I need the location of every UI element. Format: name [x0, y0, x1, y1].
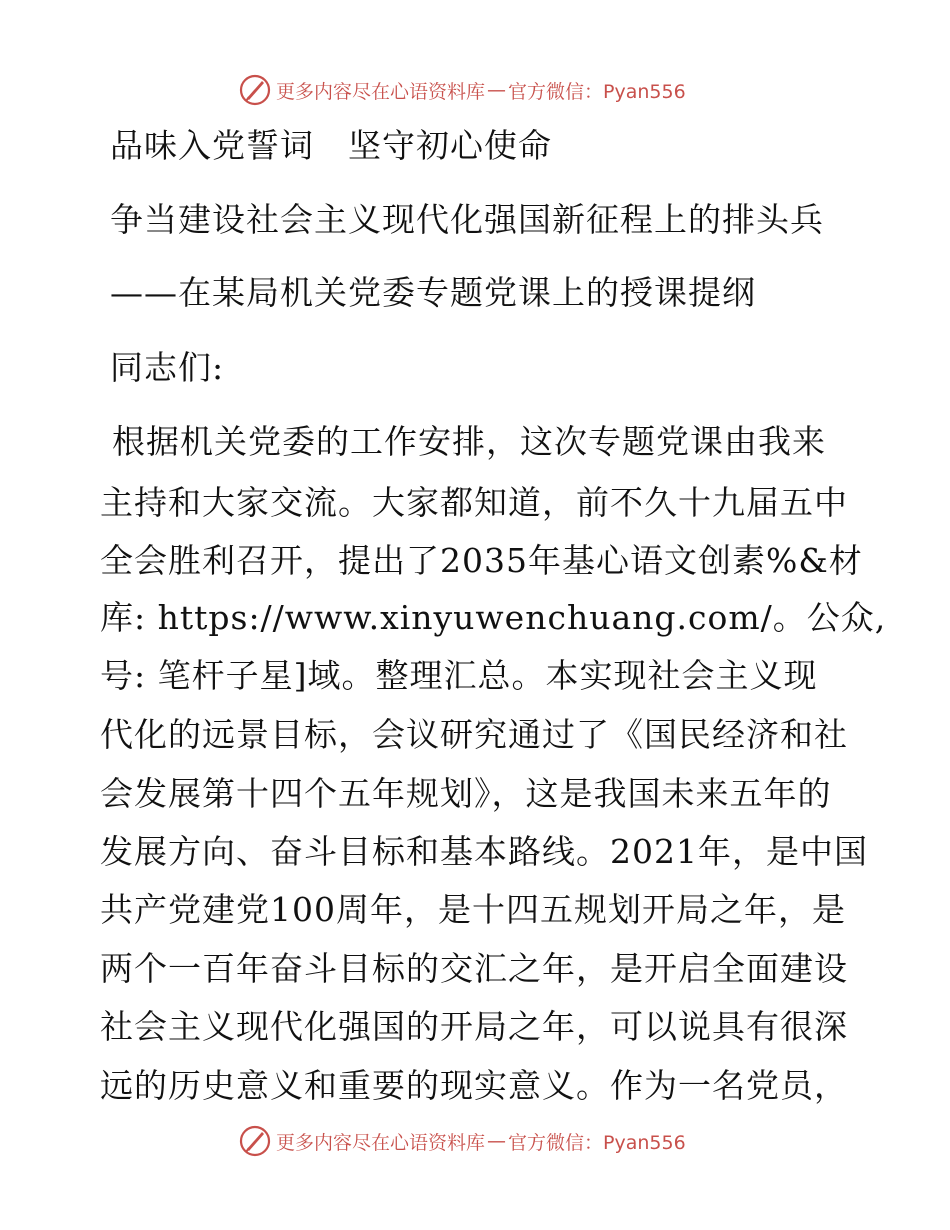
paragraph-line: 代化的远景目标，会议研究通过了《国民经济和社: [100, 715, 848, 754]
paragraph-line: 库: https://www.xinyuwenchuang.com/。公众,: [100, 598, 887, 637]
quill-pen-logo-icon: [238, 1124, 272, 1158]
paragraph-line: 共产党建党100周年，是十四五规划开局之年，是: [100, 890, 846, 929]
footer-watermark-banner: [238, 1124, 686, 1158]
banner-account-text: 官方微信：Pyan556: [508, 1131, 686, 1154]
paragraph-line: 主持和大家交流。大家都知道，前不久十九届五中: [100, 483, 848, 522]
document-title: 品味入党誓词 坚守初心使命: [110, 126, 552, 165]
document-subtitle: 争当建设社会主义现代化强国新征程上的排头兵: [110, 200, 824, 239]
banner-main-text: 更多内容尽在心语资料库: [276, 80, 486, 103]
banner-main-text: 更多内容尽在心语资料库: [276, 1131, 486, 1154]
paragraph-line: 全会胜利召开，提出了2035年基心语文创素%&材: [100, 541, 863, 580]
paragraph-line: 根据机关党委的工作安排，这次专题党课由我来: [112, 422, 826, 461]
banner-dash: —: [487, 1130, 507, 1152]
paragraph-line: 两个一百年奋斗目标的交汇之年，是开启全面建设: [100, 949, 848, 988]
paragraph-line: 社会主义现代化强国的开局之年，可以说具有很深: [100, 1007, 848, 1046]
banner-dash: —: [487, 79, 507, 101]
header-watermark-banner: [238, 73, 686, 107]
banner-account-text: 官方微信：Pyan556: [508, 80, 686, 103]
quill-pen-logo-icon: [238, 73, 272, 107]
paragraph-line: 会发展第十四个五年规划》，这是我国未来五年的: [100, 774, 832, 813]
document-subsubtitle: ——在某局机关党委专题党课上的授课提纲: [110, 273, 756, 312]
paragraph-line: 号: 笔杆子星]域。整理汇总。本实现社会主义现: [100, 656, 818, 695]
paragraph-line: 远的历史意义和重要的现实意义。作为一名党员，: [100, 1066, 848, 1105]
salutation: 同志们:: [110, 348, 225, 387]
paragraph-line: 发展方向、奋斗目标和基本路线。2021年，是中国: [100, 832, 868, 871]
